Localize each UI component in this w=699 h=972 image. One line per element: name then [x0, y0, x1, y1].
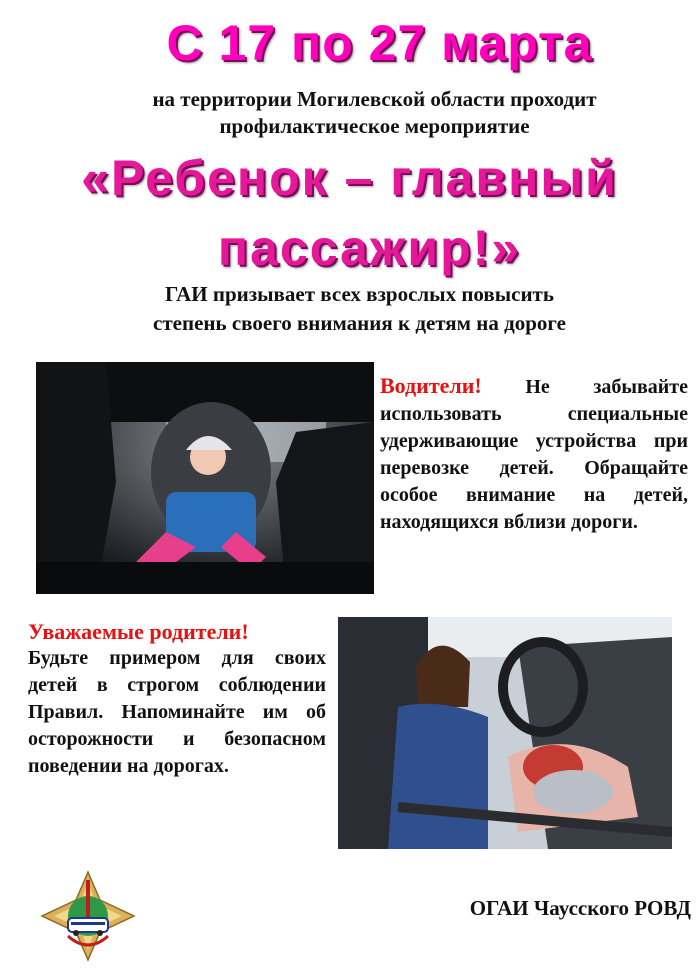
photo-child-illustration — [36, 362, 374, 594]
call-line-1: ГАИ призывает всех взрослых повысить — [165, 282, 554, 306]
gai-emblem — [38, 870, 138, 962]
subtitle-line-1: на территории Могилевской области проходит — [152, 87, 597, 111]
drivers-paragraph — [380, 372, 688, 536]
footer-organization: ОГАИ Чаусского РОВД — [469, 896, 691, 920]
subtitle-line-2: профилактическое мероприятие — [219, 114, 530, 138]
emblem-star-icon — [38, 870, 138, 962]
parents-text: Будьте примером для своих детей в строгом соблюдении Правил. Напоминайте им об осторожности и безопасном поведении на дорогах. — [28, 647, 326, 777]
campaign-title-line-1: «Ребенок – главный — [81, 150, 618, 206]
photo-mother-illustration — [338, 617, 672, 849]
parents-paragraph — [28, 618, 326, 780]
drivers-text: Не забывайте использовать специальные удерживающие устройства при перевозке детей. Обращайте особое внимание на детей, находящихся вблизи дороги. — [380, 376, 688, 533]
parents-lead: Уважаемые родители! — [28, 619, 249, 644]
drivers-lead: Водители! — [380, 373, 482, 398]
call-line-2: степень своего внимания к детям на дороге — [153, 311, 566, 335]
campaign-title-line-2: пассажир!» — [217, 220, 522, 276]
photo-mother-driving-with-infant — [338, 617, 672, 849]
photo-child-in-car-seat — [36, 362, 374, 594]
headline-dates: С 17 по 27 марта — [166, 15, 593, 71]
